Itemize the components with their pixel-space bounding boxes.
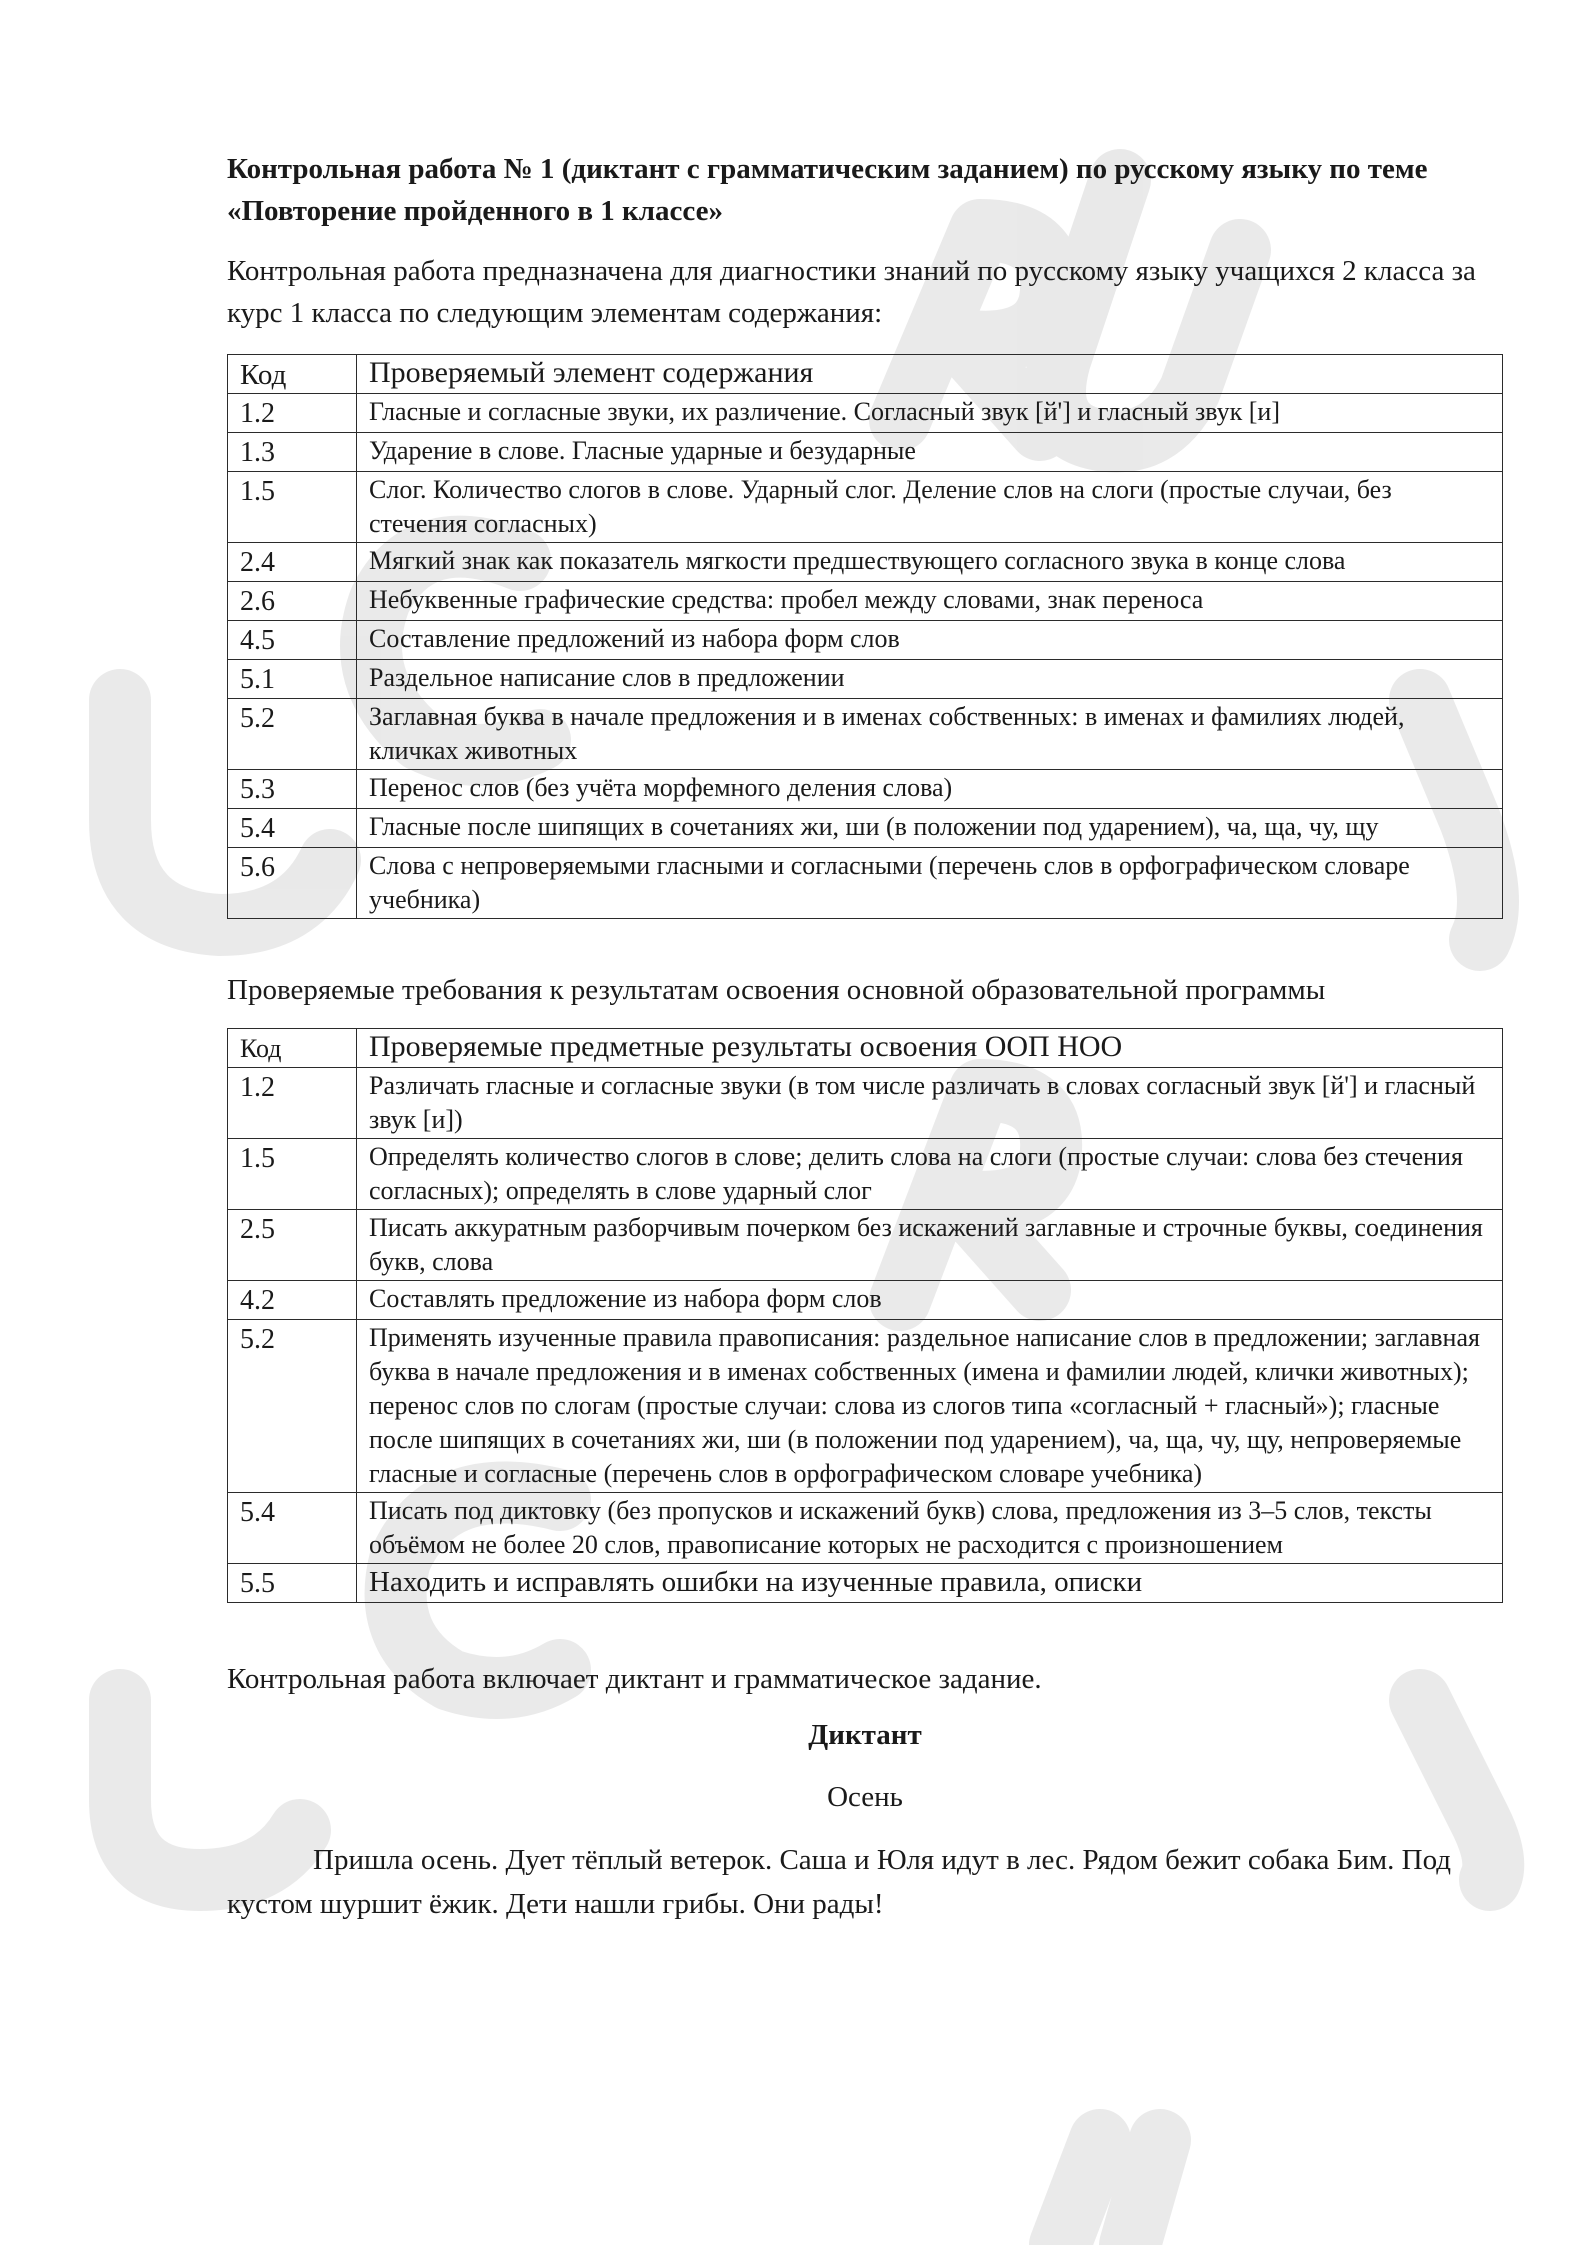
header-description: Проверяемый элемент содержания: [357, 355, 1503, 394]
row-code: 5.2: [228, 699, 357, 770]
requirements-heading: Проверяемые требования к результатам освоения основной образовательной программы: [227, 974, 1326, 1006]
table-header-row: [228, 1029, 1503, 1068]
row-description: Перенос слов (без учёта морфемного деления слова): [357, 770, 1503, 809]
row-description: Небуквенные графические средства: пробел между словами, знак переноса: [357, 582, 1503, 621]
row-code: 4.2: [228, 1281, 357, 1320]
row-description: Ударение в слове. Гласные ударные и безударные: [357, 433, 1503, 472]
row-code: 5.4: [228, 1493, 357, 1564]
header-code: Код: [228, 1029, 357, 1068]
table-row: [228, 582, 1503, 621]
row-code: 4.5: [228, 621, 357, 660]
content-elements-table: [227, 354, 1503, 919]
table-row: [228, 1210, 1503, 1281]
table-row: [228, 848, 1503, 919]
table-row: [228, 433, 1503, 472]
table-row: [228, 1139, 1503, 1210]
row-description: Слова с непроверяемыми гласными и согласными (перечень слов в орфографическом словаре учебника): [357, 848, 1503, 919]
row-code: 5.5: [228, 1564, 357, 1603]
header-description: Проверяемые предметные результаты освоения ООП НОО: [357, 1029, 1503, 1068]
row-code: 1.3: [228, 433, 357, 472]
table-row: [228, 699, 1503, 770]
dictation-text: Пришла осень. Дует тёплый ветерок. Саша и Юля идут в лес. Рядом бежит собака Бим. Под кустом шуршит ёжик. Дети нашли грибы. Они рады!: [227, 1844, 1452, 1920]
table-row: [228, 394, 1503, 433]
row-description: Определять количество слогов в слове; делить слова на слоги (простые случаи: слова без стечения согласных); определять в слове ударный слог: [357, 1139, 1503, 1210]
dictation-subtitle: Осень: [827, 1781, 903, 1813]
table-row: [228, 621, 1503, 660]
row-description: Находить и исправлять ошибки на изученные правила, описки: [357, 1564, 1503, 1603]
row-code: 2.5: [228, 1210, 357, 1281]
row-description: Писать аккуратным разборчивым почерком без искажений заглавные и строчные буквы, соединения букв, слова: [357, 1210, 1503, 1281]
table-row: [228, 543, 1503, 582]
row-description: Писать под диктовку (без пропусков и искажений букв) слова, предложения из 3–5 слов, тексты объёмом не более 20 слов, правописание которых не расходится с произношением: [357, 1493, 1503, 1564]
row-code: 5.6: [228, 848, 357, 919]
row-code: 5.1: [228, 660, 357, 699]
intro-paragraph: Контрольная работа предназначена для диагностики знаний по русскому языку учащихся 2 класса за курс 1 класса по следующим элементам содержания:: [227, 255, 1476, 329]
document-title: Контрольная работа № 1 (диктант с грамматическим заданием) по русскому языку по теме «Повторение пройденного в 1 классе»: [227, 153, 1428, 227]
watermark-glyph: [1060, 2140, 1160, 2245]
table-row: [228, 1281, 1503, 1320]
row-description: Гласные и согласные звуки, их различение. Согласный звук [й'] и гласный звук [и]: [357, 394, 1503, 433]
row-code: 1.2: [228, 1068, 357, 1139]
table-row: [228, 809, 1503, 848]
table-row: [228, 1493, 1503, 1564]
table-row: [228, 660, 1503, 699]
row-code: 1.5: [228, 472, 357, 543]
table-row: [228, 770, 1503, 809]
row-description: Слог. Количество слогов в слове. Ударный слог. Деление слов на слоги (простые случаи, без стечения согласных): [357, 472, 1503, 543]
row-code: 2.6: [228, 582, 357, 621]
includes-paragraph: Контрольная работа включает диктант и грамматическое задание.: [227, 1663, 1042, 1695]
row-code: 2.4: [228, 543, 357, 582]
table-row: [228, 1320, 1503, 1493]
row-description: Заглавная буква в начале предложения и в именах собственных: в именах и фамилиях людей, кличках животных: [357, 699, 1503, 770]
header-code: Код: [228, 355, 357, 394]
row-description: Применять изученные правила правописания: раздельное написание слов в предложении; заглавная буква в начале предложения и в именах собственных (имена и фамилии людей, клички животных); перенос слов по слогам (простые случаи: слова из слогов типа «согласный + гласный»); гласные после шипящих в сочетаниях жи, ши (в положении под ударением), ча, ща, чу, щу, непроверяемые гласные и согласные (перечень слов в орфографическом словаре учебника): [357, 1320, 1503, 1493]
row-code: 1.5: [228, 1139, 357, 1210]
dictation-heading: Диктант: [808, 1719, 922, 1751]
table-row: [228, 472, 1503, 543]
row-description: Различать гласные и согласные звуки (в том числе различать в словах согласный звук [й'] и гласный звук [и]): [357, 1068, 1503, 1139]
row-code: 5.2: [228, 1320, 357, 1493]
row-description: Мягкий знак как показатель мягкости предшествующего согласного звука в конце слова: [357, 543, 1503, 582]
row-code: 5.3: [228, 770, 357, 809]
row-description: Раздельное написание слов в предложении: [357, 660, 1503, 699]
row-description: Составлять предложение из набора форм слов: [357, 1281, 1503, 1320]
document-page: [227, 148, 1503, 1926]
row-description: Составление предложений из набора форм слов: [357, 621, 1503, 660]
table-row: [228, 1068, 1503, 1139]
table-row: [228, 1564, 1503, 1603]
requirements-table: [227, 1028, 1503, 1603]
row-code: 1.2: [228, 394, 357, 433]
table-header-row: [228, 355, 1503, 394]
row-description: Гласные после шипящих в сочетаниях жи, ши (в положении под ударением), ча, ща, чу, щу: [357, 809, 1503, 848]
row-code: 5.4: [228, 809, 357, 848]
